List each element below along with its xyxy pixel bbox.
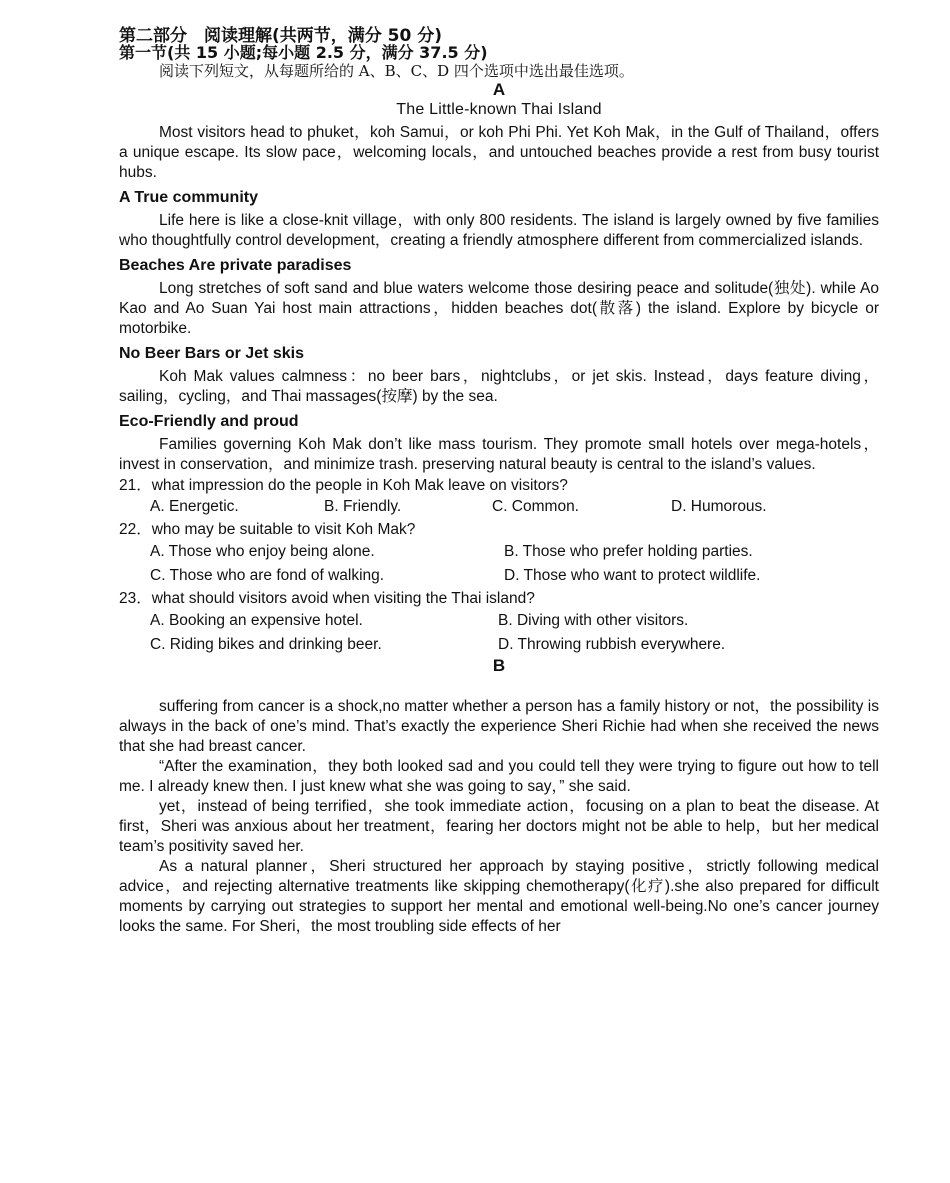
question-stem: 23．what should visitors avoid when visiting the Thai island? [119,590,535,607]
option-d[interactable]: D. Those who want to protect wildlife. [504,567,761,584]
question-23 [119,588,879,657]
section-heading: Beaches Are private paradises [119,257,352,274]
question-22 [119,519,879,588]
option-c[interactable]: C. Those who are fond of walking. [150,567,385,584]
option-d[interactable]: D. Humorous. [671,498,767,515]
option-grid [150,540,879,588]
exam-page [119,28,879,937]
option-a[interactable]: A. Energetic. [150,498,239,515]
option-b[interactable]: B. Those who prefer holding parties. [504,543,753,560]
option-a[interactable]: A. Booking an expensive hotel. [150,612,363,629]
passage-b-paragraph: As a natural planner，Sheri structured her approach by staying positive，strictly following medical advice，and rejecting alternative treatments like skipping chemotherapy(化疗).she also prepared for difficult moments by carrying out strategies to support her mental and emotional well-being.No one’s cancer journey looks the same. For Sheri，the most troubling side effects of her [119,858,879,935]
option-row [150,496,879,517]
section-heading: Eco-Friendly and proud [119,413,299,430]
passage-b-paragraph: suffering from cancer is a shock,no matter whether a person has a family history or not，the possibility is always in the back of one’s mind. That’s exactly the experience Sheri Richie had when she received the news that she had breast cancer. [119,698,879,755]
option-b[interactable]: B. Friendly. [324,498,402,515]
option-grid [150,609,879,657]
passage-b-paragraph: yet，instead of being terrified，she took immediate action，focusing on a plan to beat the disease. At first，Sheri was anxious about her treatment，fearing her doctors might not be able to help，but her medical team’s positivity saved her. [119,798,879,855]
option-c[interactable]: C. Common. [492,498,579,515]
option-a[interactable]: A. Those who enjoy being alone. [150,543,375,560]
passage-b-paragraph: “After the examination，they both looked sad and you could tell they were trying to figure out how to tell me. I already knew then. I just knew what she was going to say，” she said. [119,758,879,795]
question-stem: 21．what impression do the people in Koh Mak leave on visitors? [119,477,568,494]
question-21 [119,475,879,517]
question-stem: 22．who may be suitable to visit Koh Mak? [119,521,416,538]
spacer [119,675,879,697]
section-paragraph: Koh Mak values calmness：no beer bars，nightclubs，or jet skis. Instead，days feature diving，sailing，cycling，and Thai massages(按摩) by the sea. [119,368,879,405]
passage-a-letter: A [492,80,506,99]
option-c[interactable]: C. Riding bikes and drinking beer. [150,636,382,653]
section-paragraph: Families governing Koh Mak don’t like mass tourism. They promote small hotels over mega-hotels，invest in conservation，and minimize trash. preserving natural beauty is central to the island’s values. [119,436,879,473]
passage-a-intro: Most visitors head to phuket，koh Samui，or koh Phi Phi. Yet Koh Mak，in the Gulf of Thailand，offers a unique escape. Its slow pace，welcoming locals，and untouched beaches provide a rest from busy tourist hubs. [119,124,879,181]
option-b[interactable]: B. Diving with other visitors. [498,612,689,629]
section-paragraph: Life here is like a close-knit village，with only 800 residents. The island is largely owned by five families who thoughtfully control development，creating a friendly atmosphere different from commercialized islands. [119,212,879,249]
option-d[interactable]: D. Throwing rubbish everywhere. [498,636,726,653]
part-title: 第二部分 阅读理解(共两节，满分 50 分) [119,26,443,46]
passage-a-title: The Little-known Thai Island [396,101,602,118]
section-title: 第一节(共 15 小题;每小题 2.5 分，满分 37.5 分) [119,43,488,62]
passage-b-letter: B [492,656,506,675]
section-heading: No Beer Bars or Jet skis [119,345,304,362]
instructions: 阅读下列短文，从每题所给的 A、B、C、D 四个选项中选出最佳选项。 [159,62,634,80]
section-paragraph: Long stretches of soft sand and blue waters welcome those desiring peace and solitude(独处). while Ao Kao and Ao Suan Yai host main attractions，hidden beaches dot(散落) the island. Explore by bicycle or motorbike. [119,280,879,337]
section-heading: A True community [119,189,258,206]
